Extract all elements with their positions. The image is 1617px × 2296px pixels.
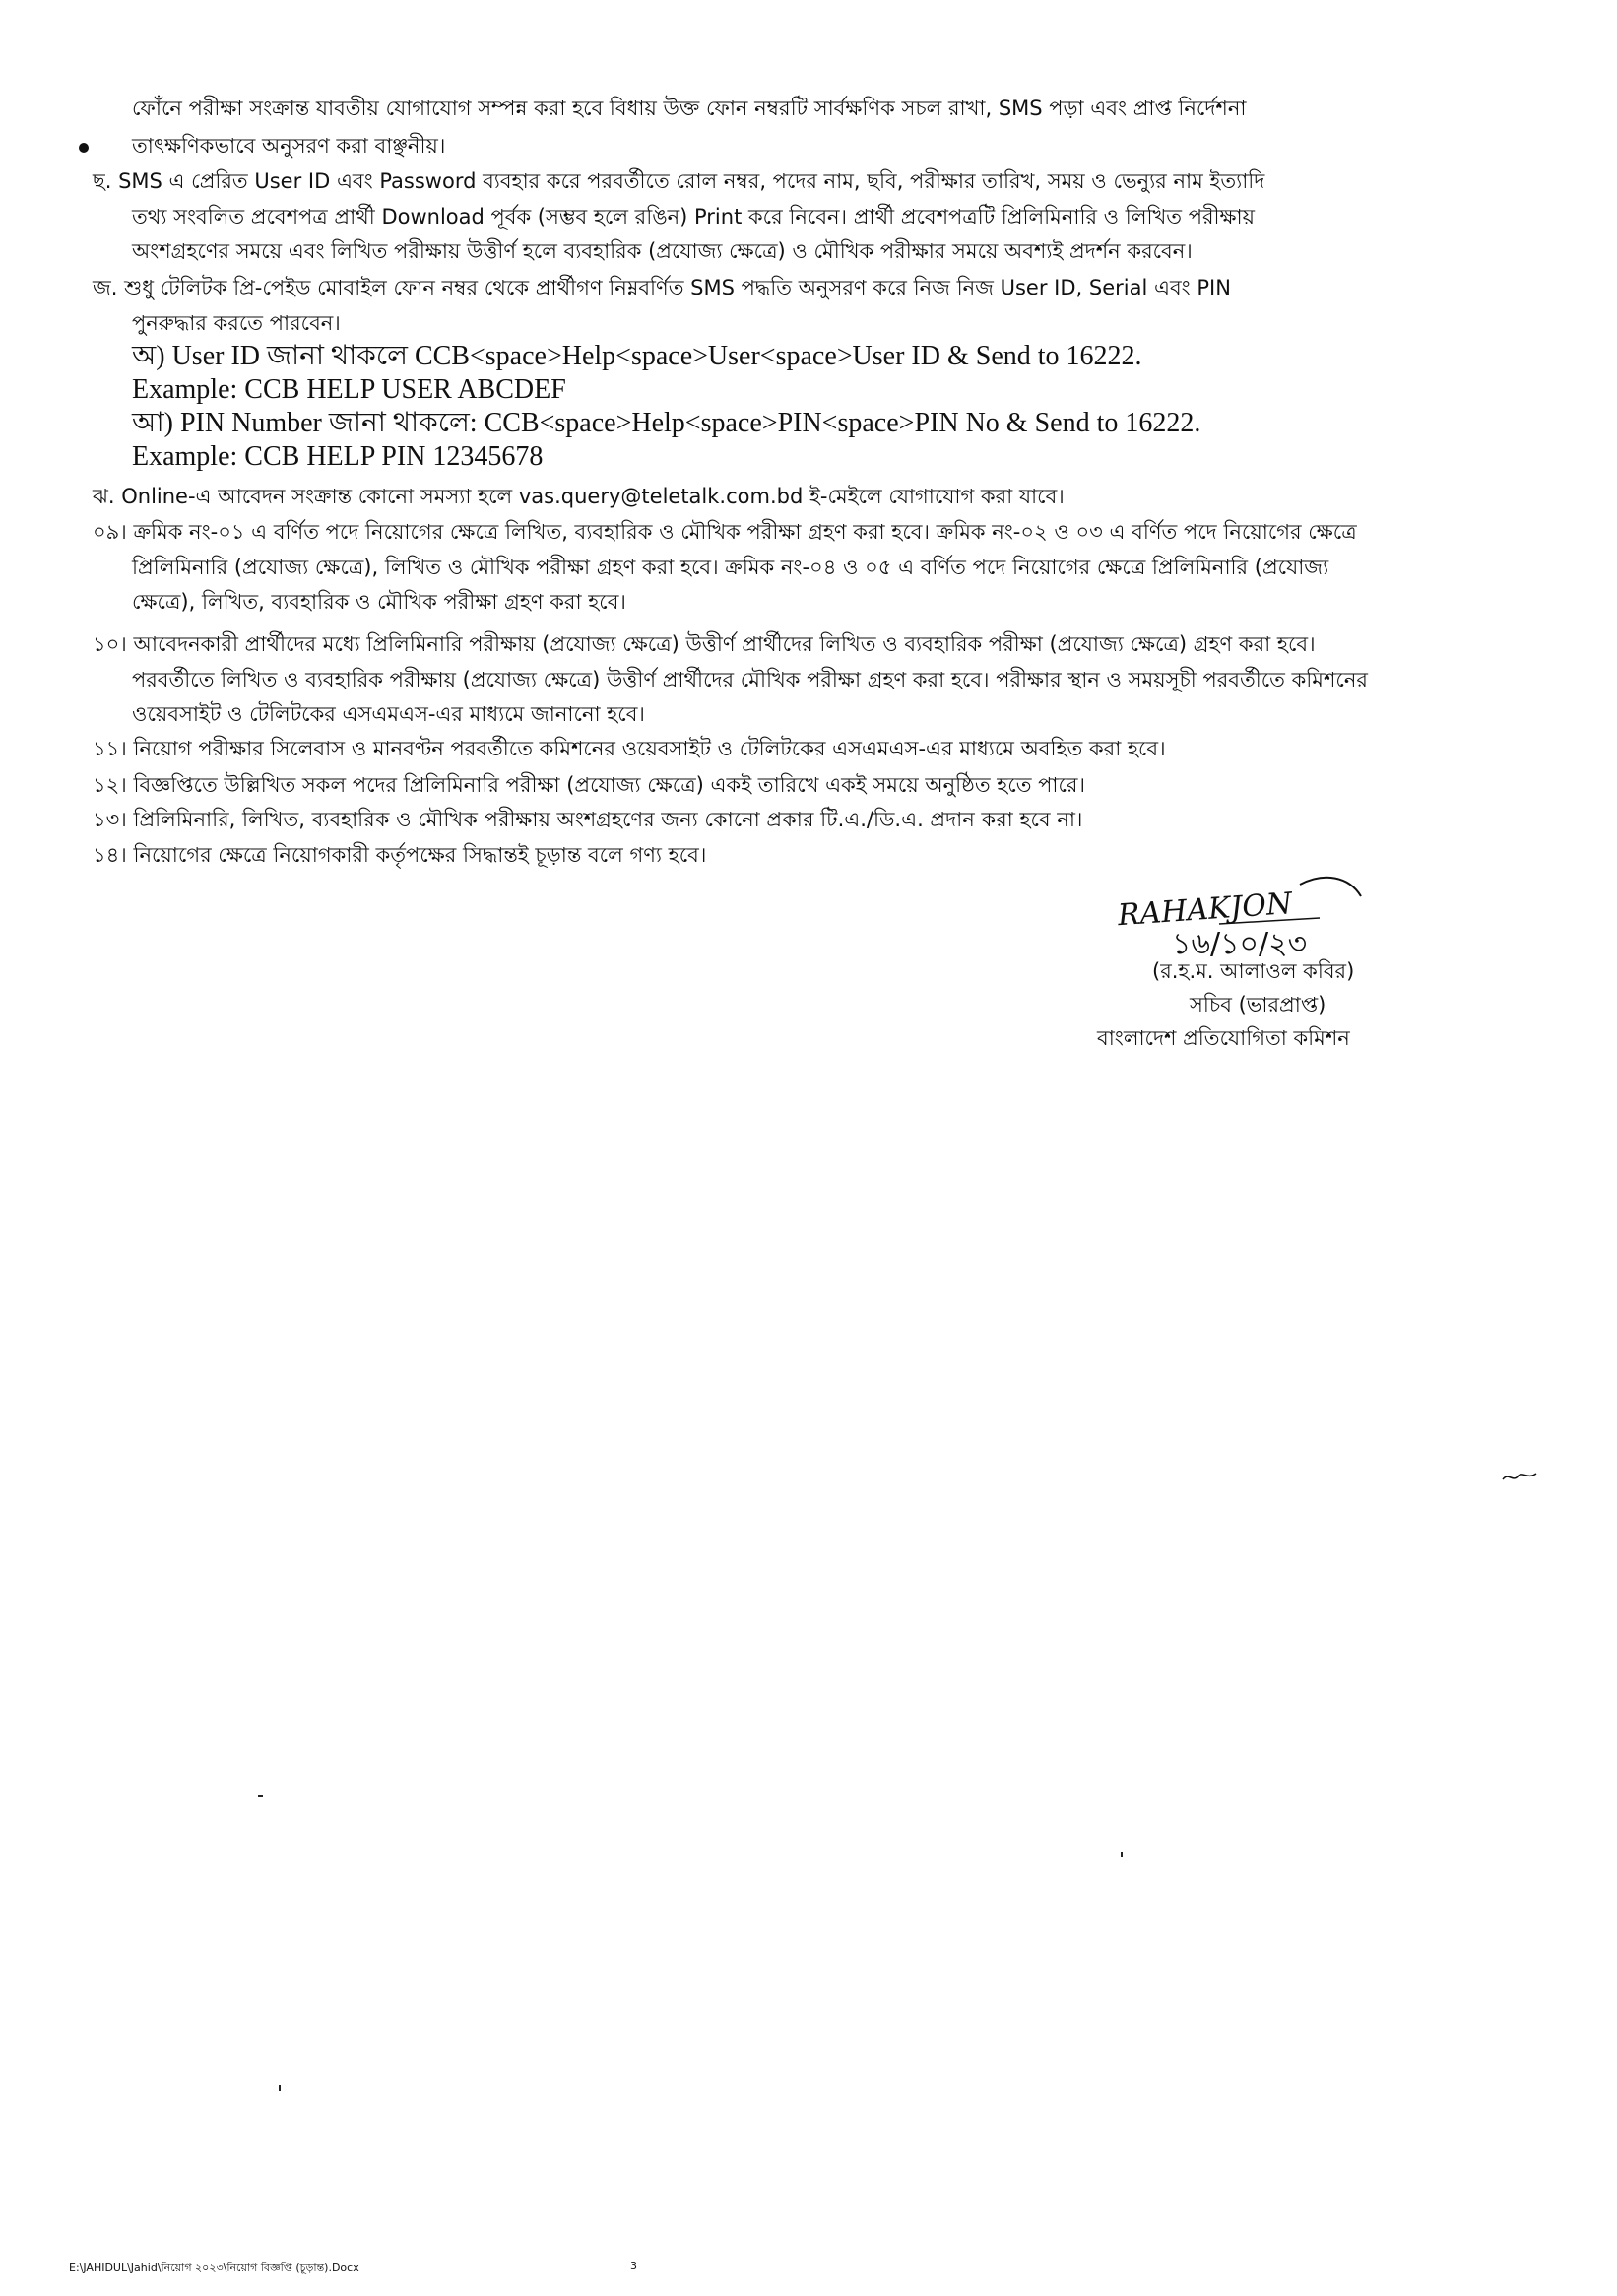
text-line: অংশগ্রহণের সময়ে এবং লিখিত পরীক্ষায় উত্তীর্ণ হলে ব্যবহারিক (প্রযোজ্য ক্ষেত্রে) ও মৌখিক পরীক্ষার সময়ে অবশ্যই প্রদর্শন করবেন। <box>132 239 1193 263</box>
handwritten-signature <box>1103 867 1418 965</box>
sms-format-line: আ) PIN Number জানা থাকলে: CCB<space>Help<space>PIN<space>PIN No & Send to 16222. <box>132 408 1201 438</box>
footer-page-number: 3 <box>630 2260 637 2272</box>
text-line: ওয়েবসাইট ও টেলিটকের এসএমএস-এর মাধ্যমে জানানো হবে। <box>132 702 645 726</box>
bullet-mark <box>79 143 89 153</box>
signature-block <box>1097 867 1418 1054</box>
text-line: তথ্য সংবলিত প্রবেশপত্র প্রার্থী Download পূর্বক (সম্ভব হলে রঙিন) Print করে নিবেন। প্রার্থী প্রবেশপত্রটি প্রিলিমিনারি ও লিখিত পরীক্ষায় <box>132 205 1255 229</box>
text-line: ফোঁনে পরীক্ষা সংক্রান্ত যাবতীয় যোগাযোগ সম্পন্ন করা হবে বিধায় উক্ত ফোন নম্বরটি সার্বক্ষণিক সচল রাখা, SMS পড়া এবং প্রাপ্ত নির্দেশনা <box>132 97 1247 120</box>
text-line: জ. শুধু টেলিটক প্রি-পেইড মোবাইল ফোন নম্বর থেকে প্রার্থীগণ নিম্নবর্ণিত SMS পদ্ধতি অনুসরণ করে নিজ নিজ User ID, Serial এবং PIN <box>93 276 1231 299</box>
initial-mark <box>1501 1468 1540 1487</box>
signature-name-scribble: RAHAKJON <box>1116 886 1294 934</box>
speck <box>258 1795 263 1797</box>
sms-format-line: অ) User ID জানা থাকলে CCB<space>Help<space>User<space>User ID & Send to 16222. <box>132 341 1142 371</box>
sms-example-line: Example: CCB HELP USER ABCDEF <box>132 374 566 405</box>
signatory-organization: বাংলাদেশ প্রতিযোগিতা কমিশন <box>1097 1026 1350 1050</box>
text-line: ঝ. Online-এ আবেদন সংক্রান্ত কোনো সমস্যা হলে vas.query@teletalk.com.bd ই-মেইলে যোগাযোগ করা যাবে। <box>93 485 1065 508</box>
text-line: প্রিলিমিনারি (প্রযোজ্য ক্ষেত্রে), লিখিত ও মৌখিক পরীক্ষা গ্রহণ করা হবে। ক্রমিক নং-০৪ ও ০৫ এ বর্ণিত পদে নিয়োগের ক্ষেত্রে প্রিলিমিনারি (প্রযোজ্য <box>132 556 1329 579</box>
sms-example-line: Example: CCB HELP PIN 12345678 <box>132 441 544 472</box>
text-line: ১১। নিয়োগ পরীক্ষার সিলেবাস ও মানবণ্টন পরবর্তীতে কমিশনের ওয়েবসাইট ও টেলিটকের এসএমএস-এর মাধ্যমে অবহিত করা হবে। <box>93 737 1166 760</box>
speck <box>1121 1852 1123 1857</box>
text-line: পুনরুদ্ধার করতে পারবেন। <box>132 311 341 335</box>
text-line: ১২। বিজ্ঞপ্তিতে উল্লিখিত সকল পদের প্রিলিমিনারি পরীক্ষা (প্রযোজ্য ক্ষেত্রে) একই তারিখে একই সময়ে অনুষ্ঠিত হতে পারে। <box>93 773 1085 797</box>
text-line: পরবর্তীতে লিখিত ও ব্যবহারিক পরীক্ষায় (প্রযোজ্য ক্ষেত্রে) উত্তীর্ণ প্রার্থীদের মৌখিক পরীক্ষা গ্রহণ করা হবে। পরীক্ষার স্থান ও সময়সূচী পরবর্তীতে কমিশনের <box>132 668 1368 691</box>
signatory-name: (র.হ.ম. আলাওল কবির) <box>1152 959 1355 983</box>
text-line: ১৪। নিয়োগের ক্ষেত্রে নিয়োগকারী কর্তৃপক্ষের সিদ্ধান্তই চূড়ান্ত বলে গণ্য হবে। <box>93 843 707 867</box>
signatory-designation: সচিব (ভারপ্রাপ্ত) <box>1190 993 1326 1017</box>
text-line: তাৎক্ষণিকভাবে অনুসরণ করা বাঞ্ছনীয়। <box>132 134 446 158</box>
text-line: ক্ষেত্রে), লিখিত, ব্যবহারিক ও মৌখিক পরীক্ষা গ্রহণ করা হবে। <box>132 590 626 614</box>
speck <box>279 2085 281 2091</box>
footer-file-path: E:\JAHIDUL\Jahid\নিয়োগ ২০২৩\নিয়োগ বিজ্ঞপ্তি (চূড়ান্ত).Docx <box>69 2262 359 2274</box>
text-line: ০৯। ক্রমিক নং-০১ এ বর্ণিত পদে নিয়োগের ক্ষেত্রে লিখিত, ব্যবহারিক ও মৌখিক পরীক্ষা গ্রহণ করা হবে। ক্রমিক নং-০২ ও ০৩ এ বর্ণিত পদে নিয়োগের ক্ষেত্রে <box>93 520 1357 544</box>
text-line: ১০। আবেদনকারী প্রার্থীদের মধ্যে প্রিলিমিনারি পরীক্ষায় (প্রযোজ্য ক্ষেত্রে) উত্তীর্ণ প্রার্থীদের লিখিত ও ব্যবহারিক পরীক্ষা (প্রযোজ্য ক্ষেত্রে) গ্রহণ করা হবে। <box>93 632 1316 656</box>
text-line: ১৩। প্রিলিমিনারি, লিখিত, ব্যবহারিক ও মৌখিক পরীক্ষায় অংশগ্রহণের জন্য কোনো প্রকার টি.এ./ডি.এ. প্রদান করা হবে না। <box>93 808 1083 831</box>
signature-date: ১৬/১০/২৩ <box>1172 927 1308 961</box>
text-line: ছ. SMS এ প্রেরিত User ID এবং Password ব্যবহার করে পরবর্তীতে রোল নম্বর, পদের নাম, ছবি, পরীক্ষার তারিখ, সময় ও ভেন্যুর নাম ইত্যাদি <box>93 169 1265 193</box>
